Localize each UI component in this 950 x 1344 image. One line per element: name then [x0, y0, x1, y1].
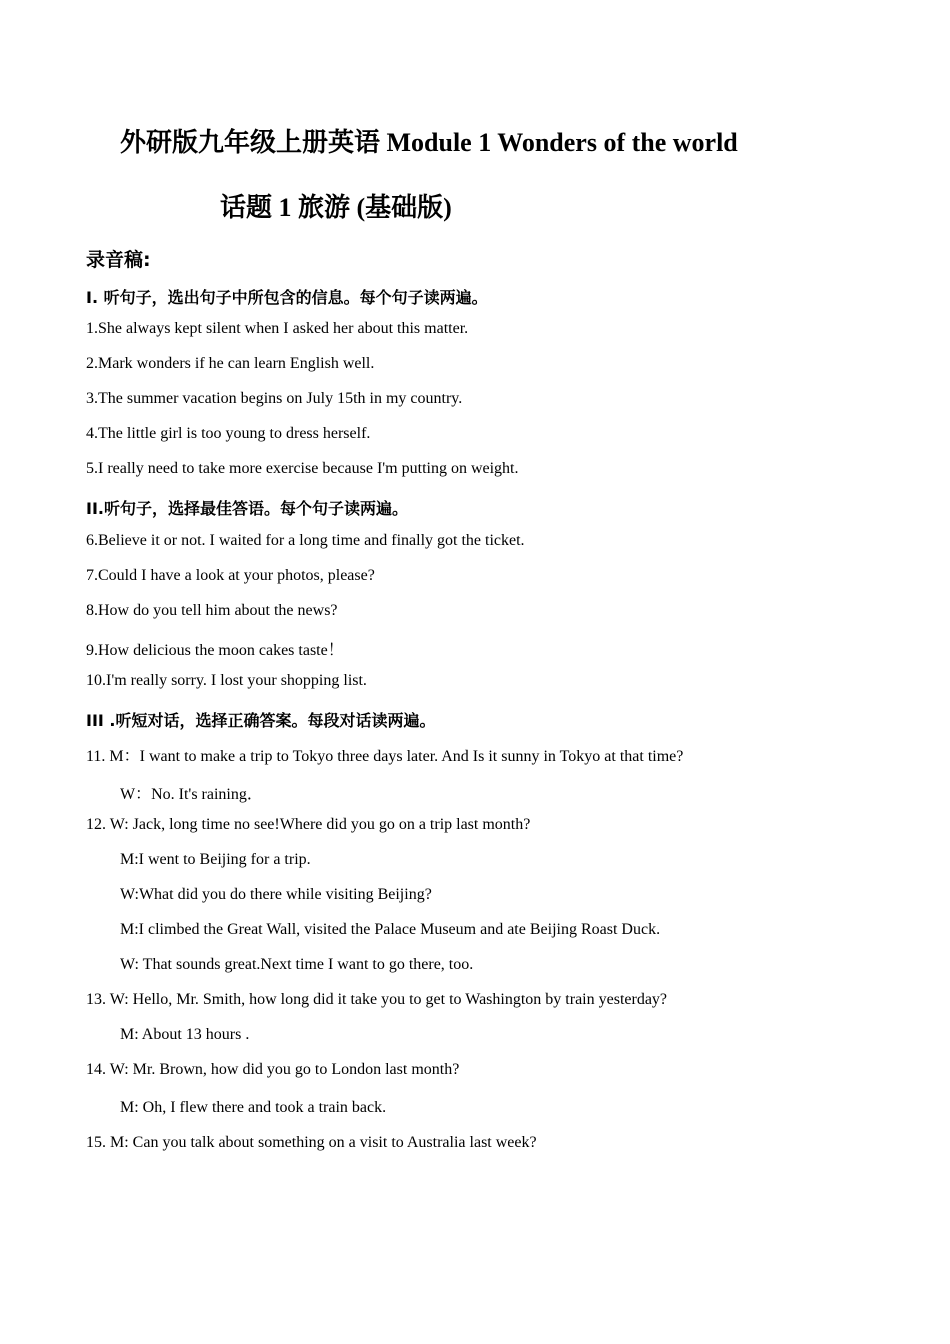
transcript-line: W:What did you do there while visiting Beijing?	[120, 886, 432, 903]
transcript-line: W: That sounds great.Next time I want to go there, too.	[120, 956, 474, 973]
transcript-line: 13. W: Hello, Mr. Smith, how long did it take you to get to Washington by train yesterday?	[86, 991, 668, 1008]
document-title: 外研版九年级上册英语 Module 1 Wonders of the world	[120, 128, 738, 157]
document-subtitle: 话题 1 旅游 (基础版)	[220, 193, 452, 222]
transcript-line: M:I went to Beijing for a trip.	[120, 851, 311, 868]
transcript-line: 7.Could I have a look at your photos, please?	[86, 567, 375, 584]
transcript-line: 6.Believe it or not. I waited for a long time and finally got the ticket.	[86, 532, 525, 549]
section-heading-2: II.听句子，选择最佳答语。每个句子读两遍。	[86, 499, 408, 518]
transcript-line: M: About 13 hours .	[120, 1026, 250, 1043]
section-heading-1: I. 听句子，选出句子中所包含的信息。每个句子读两遍。	[86, 288, 488, 307]
transcript-line: 5.I really need to take more exercise because I'm putting on weight.	[86, 460, 519, 477]
transcript-line: 11. M：I want to make a trip to Tokyo three days later. And Is it sunny in Tokyo at that time?	[86, 748, 684, 765]
transcript-line: 2.Mark wonders if he can learn English well.	[86, 355, 375, 372]
section-heading-3: III .听短对话，选择正确答案。每段对话读两遍。	[86, 711, 436, 730]
transcript-line: 9.How delicious the moon cakes taste！	[86, 642, 344, 659]
transcript-line: 3.The summer vacation begins on July 15th in my country.	[86, 390, 463, 407]
transcript-line: 8.How do you tell him about the news?	[86, 602, 338, 619]
transcript-line: 15. M: Can you talk about something on a visit to Australia last week?	[86, 1134, 537, 1151]
transcript-line: 4.The little girl is too young to dress herself.	[86, 425, 371, 442]
transcript-line: 10.I'm really sorry. I lost your shopping list.	[86, 672, 367, 689]
transcript-line: 14. W: Mr. Brown, how did you go to London last month?	[86, 1061, 460, 1078]
transcript-line: M: Oh, I flew there and took a train back.	[120, 1099, 387, 1116]
transcript-line: 1.She always kept silent when I asked her about this matter.	[86, 320, 469, 337]
transcript-line: 12. W: Jack, long time no see!Where did you go on a trip last month?	[86, 816, 531, 833]
transcript-label: 录音稿:	[86, 249, 151, 271]
transcript-line: M:I climbed the Great Wall, visited the Palace Museum and ate Beijing Roast Duck.	[120, 921, 661, 938]
transcript-line: W：No. It's raining．	[120, 786, 263, 803]
